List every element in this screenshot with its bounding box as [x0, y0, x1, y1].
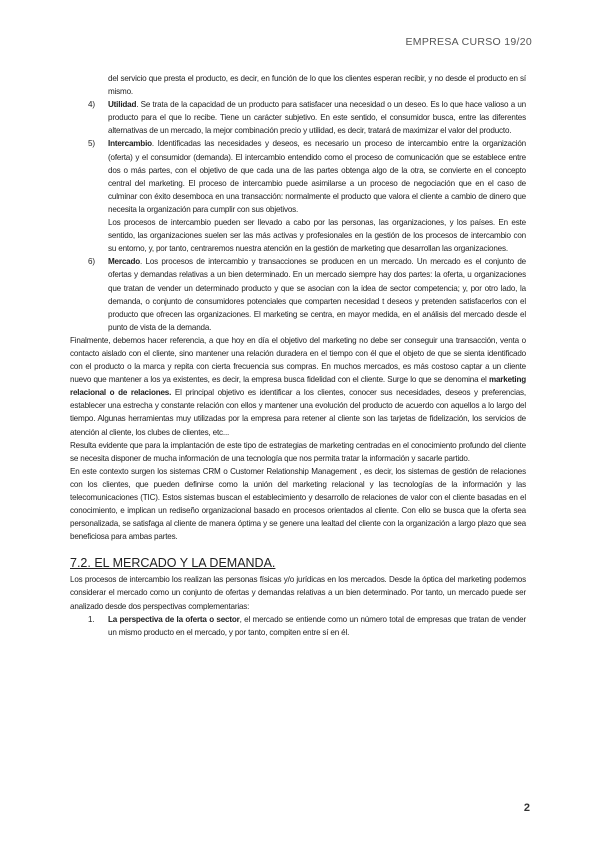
term-utilidad: Utilidad	[108, 100, 137, 110]
continuation-paragraph: del servicio que presta el producto, es decir, en función de lo que los clientes esperan recibir, y no desde el producto en sí mismo.	[108, 74, 526, 97]
definition-text: . Identificadas las necesidades y deseos, es necesario un proceso de intercambio entre la organización (oferta) y el consumidor (demanda). El intercambio entendido como el proceso de comunicación que se establece entre dos o más partes, con el objetivo de que cada una de las partes obtenga algo de la otra, se convierte en el concepto central del marketing. El proceso de intercambio puede asimilarse a un proceso de negociación que en el caso de culminar con éxito desemboca en una transacción: normalmente el producto que valora el cliente a cambio de dinero que necesita la organización para cumplir con sus objetivos.	[108, 139, 526, 214]
paragraph-text: Finalmente, debemos hacer referencia, a que hoy en día el objetivo del marketing no debe ser conseguir una transacción, venta o contacto aislado con el cliente, sino mantener una relación duradera en el tiempo con él que el objeto de que se sienta identificado con el producto o la marca y repita con cierta frecuencia sus compras. En muchos mercados, es más costoso captar a un cliente nuevo que mantener a los ya existentes, es decir, la empresa busca fidelidad con el cliente. Surge lo que se denomina el	[70, 335, 526, 385]
list-item-extra-text: Los procesos de intercambio pueden ser llevado a cabo por las personas, las organizaciones, y los países. En este sentido, las organizaciones suelen ser las más activas y profesionales en la gestión de los procesos de intercambio con su entorno, y, por tanto, centraremos nuestra atención en la gestión de marketing que desarrollan las organizaciones.	[108, 218, 526, 254]
section-intro: Los procesos de intercambio los realizan las personas físicas y/o jurídicas en los mercados. Desde la óptica del marketing podemos considerar el mercado como un conjunto de ofertas y demandas relativas a un bien determinado. Por tanto, un mercado puede ser analizado desde dos perspectivas complementarias:	[70, 575, 526, 611]
list-number: 1.	[88, 614, 95, 624]
list-item-intercambio	[70, 137, 526, 255]
list-item-perspectiva-oferta	[70, 613, 526, 639]
list-item-text	[108, 137, 526, 216]
paragraph-implantacion: Resulta evidente que para la implantación de este tipo de estrategias de marketing centradas en el conocimiento profundo del cliente se necesita disponer de mucha información de una tecnología que nos permita tratar la información y sacarle partido.	[70, 440, 526, 463]
paragraph-text: El principal objetivo es identificar a los clientes, conocer sus necesidades, deseos y preferencias, establecer una estrecha y constante relación con ellos y mantener una evolución del producto de acuerdo con aquellos a lo largo del tiempo. Algunas herramientas muy utilizadas por la empresa para retener al cliente son las tarjetas de fidelización, los servicios de atención al cliente, los clubes de clientes, etc...	[70, 388, 526, 437]
term-perspectiva-oferta: La perspectiva de la oferta o sector	[108, 614, 240, 624]
page-body	[70, 72, 526, 639]
definition-text: , el mercado se entiende como un número total de empresas que tratan de vender un mismo producto en el mercado, y por tanto, compiten entre sí en él.	[108, 614, 526, 637]
list-item-utilidad	[70, 98, 526, 137]
paragraph-crm: En este contexto surgen los sistemas CRM o Customer Relationship Management , es decir, los sistemas de gestión de relaciones con los clientes, que pueden definirse como la unión del marketing relacional y las tecnologías de la información y las telecomunicaciones (TIC). Estos sistemas buscan el establecimiento y desarrollo de relaciones de valor con el cliente basadas en el conocimiento, e implican un rediseño organizacional basado en procesos orientados al cliente. Con ello se busca que la oferta sea personalizada, se satisfaga al cliente de manera óptima y se genere una lealtad del cliente con la organización a largo plazo que sea beneficiosa para ambas partes.	[70, 466, 526, 542]
list-item-text	[108, 255, 526, 334]
list-item-mercado	[70, 255, 526, 334]
definition-text: . Los procesos de intercambio y transacciones se producen en un mercado. Un mercado es el conjunto de ofertas y demandas relativas a un bien determinado. En un mercado siempre hay dos partes: la oferta, u organizaciones que tratan de vender un determinado producto y que se asocian con la idea de sector competencia; y, por otro lado, la demanda, o conjunto de consumidores potenciales que comparten necesidad t deseos y pretenden satisfacerlos con el producto que ofrecen las organizaciones. El marketing se centra, en mayor medida, en el análisis del mercado desde el punto de vista de la demanda.	[108, 257, 526, 332]
list-number: 4)	[88, 100, 95, 110]
list-number: 6)	[88, 257, 95, 267]
term-intercambio: Intercambio	[108, 139, 152, 149]
definition-text: . Se trata de la capacidad de un producto para satisfacer una necesidad o un deseo. Es lo que hace valioso a un producto para el que lo recibe. Tiene un carácter subjetivo. En este sentido, el consumidor busca, entre las diferentes alternativas de un mercado, la mejor combinación precio y utilidad, es decir, tratará de maximizar el valor del producto.	[108, 100, 526, 136]
page-number: 2	[523, 802, 530, 814]
section-title: 7.2. EL MERCADO Y LA DEMANDA.	[70, 556, 276, 571]
list-number: 5)	[88, 139, 95, 149]
page-header: EMPRESA CURSO 19/20	[405, 36, 532, 48]
term-mercado: Mercado	[108, 257, 141, 267]
paragraph-marketing-relacional	[70, 334, 526, 439]
list-item-text	[108, 613, 526, 639]
list-item-text	[108, 98, 526, 137]
term-marketing-relacional: marketing relacional o de relaciones.	[70, 375, 526, 398]
